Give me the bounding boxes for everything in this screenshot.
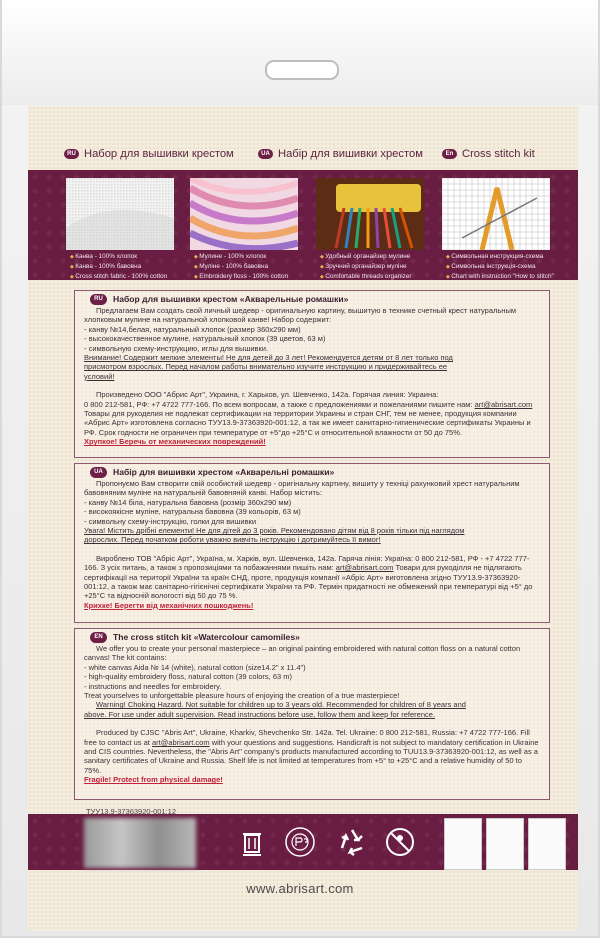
ru-warning: условий! bbox=[84, 371, 115, 381]
barcode-area bbox=[84, 818, 196, 868]
age-warning-icon bbox=[384, 826, 416, 858]
chart-scheme-image bbox=[442, 178, 550, 250]
en-item: - white canvas Aida № 14 (white), natural cotton (size14.2" x 11.4") bbox=[84, 662, 306, 672]
ua-warning: дорослих. Перед початком роботи уважно вивчіть інструкцію і дотримуйтесь її вимог! bbox=[84, 535, 381, 545]
ru-fragile: Хрупкое! Беречь от механических повреждений! bbox=[84, 437, 266, 447]
organizer-image bbox=[316, 178, 424, 250]
ua-fragile: Крихке! Берегти від механічних пошкоджень! bbox=[84, 600, 254, 610]
certificate-image-3 bbox=[528, 818, 566, 870]
ru-warning: присмотром взрослых. Перед началом работы внимательно изучите инструкцию и придерживайтесь ее bbox=[84, 362, 448, 372]
en-fragile: Fragile! Protect from physical damage! bbox=[84, 775, 223, 785]
pg-certification-icon bbox=[284, 826, 316, 858]
ru-warning: Внимание! Содержит мелкие элементы! Не для детей до 3 лет! Рекомендуется детям от 8 лет только под bbox=[84, 353, 453, 363]
certificate-image-1 bbox=[444, 818, 482, 870]
header-en-label: Cross stitch kit bbox=[462, 148, 535, 160]
en-item: - instructions and needles for embroidery. bbox=[84, 681, 222, 691]
ua-badge: UA bbox=[258, 149, 273, 159]
en-email-link[interactable]: art@abrisart.com bbox=[151, 737, 210, 747]
ua-item: - символьну схему-інструкцію, голки для вишивки bbox=[84, 516, 257, 526]
ua-email-link[interactable]: art@abrisart.com bbox=[335, 563, 394, 573]
certificate-image-2 bbox=[486, 818, 524, 870]
header-ru-label: Набор для вышивки крестом bbox=[84, 148, 234, 160]
ua-panel-badge: UA bbox=[90, 467, 107, 478]
en-text: We offer you to create your personal masterpiece – an original painting embroidered with natural cotton floss on a natural cotton canvas! The kit contains: - white canvas Aida № 14 (white), natural cotton (size14.2" x 11.4") - high-quality embroidery floss, natural cotton (39 colors, 63 m) - instructions and needles for embroidery. Treat yourselves to unforgettable pleasure hours of enjoying the creation of a true masterpiece! Warning! Choking Hazard. Not suitable for children up to 3 years old. Recommended for children of 8 years and above. For use under adult supervision. Read instructions before use, follow them and keep for reference. Produced by CJSC "Abris Art", Ukraine, Kharkiv, Shevchenko Str. 142a. Tel. Ukraine: 0 800 212-581, Russia: +7 4722 777-166. Fill free to contact us at art@abrisart.com with your questions and suggestions. Handicraft is not subject to mandatory certification in Ukraine and CIS countries. Nevertheless, the "Abris Art" company's products manufactured according to TUU13.9-37363920-001:12, as well as a sanitary certificates of Ukraine and Russia. Shelf life is not limited at temperatures from +5° to +25°C and a relative humidity of 50 to 75%. Fragile! Protect from physical damage! bbox=[84, 644, 539, 785]
ua-text: Пропонуємо Вам створити свій особистий шедевр - оригінальну картину, вишиту у техніці рахунковий хрест натуральним бавовняним муліне на натуральній бавовняній канві. Набор містить: - канву №14 біла, натуральна бавовна (розмір 360х290 мм) - високоякісне муліне, натуральна бавовна (39 кольорів, 63 м) - символьну схему-інструкцію, голки для вишивки Увага! Містить дрібні елементи! Не для дітей до 3 років. Рекомендовано дітям від 8 років тільки під наглядом дорослих. Перед початком роботи уважно вивчіть інструкцію і дотримуйтесь її вимог! Виробленo ТОВ "Абріс Арт", Україна, м. Харків, вул. Шевченка, 142а. Гаряча лінія: Україна: 0 800 212-581, РФ - +7 4722 777-166. З усіх питань, а також з пропозиціями та побажаннями пишіть нам: art@abrisart.com Товари для рукоділля не підлягають сертифікації на території України та країн СНД, проте, продукція компанії «Абріс Арт» виготовлена згідно ТУУ13.9-37363920-001:12, а також має санітарно-гігієнічні сертифікати України та РФ. Термін придатності не обмежений при температурі від +5° до +25°С та відносній вологості від 50 до 75 %. Крихке! Берегти від механічних пошкоджень! bbox=[84, 479, 540, 610]
header-ru bbox=[64, 146, 234, 162]
en-treat: Treat yourselves to unforgettable pleasure hours of enjoying the creation of a true masterpiece! bbox=[84, 691, 400, 701]
header-en bbox=[442, 146, 535, 162]
ua-intro: Пропонуємо Вам створити свій особистий шедевр - оригінальну картину, вишиту у техніці рахунковий хрест натуральним бавовняним муліне на натуральній бавовняній канві. Набор містить: bbox=[84, 479, 520, 498]
ru-item: - символьную схему-инструкцию, иглы для вышивки. bbox=[84, 343, 269, 353]
ua-item: - канву №14 біла, натуральна бавовна (розмір 360х290 мм) bbox=[84, 497, 292, 507]
header-ua bbox=[258, 146, 423, 162]
canvas-fabric-image bbox=[66, 178, 174, 250]
ru-intro: Предлагаем Вам создать свой личный шедевр - оригинальную картину, вышитую в технике счетный крест натуральным хлопковым мулине на натуральной хлопковой канве! Набор содержит: bbox=[84, 306, 516, 325]
feature-caption-3: ◆ Удобный органайзер мулине ◆ Зручний органайзер муліне ◆ Comfortable threads organizer bbox=[320, 252, 412, 282]
product-code: ТУУ13.9-37363920-001:12 bbox=[86, 807, 177, 816]
website-url[interactable]: www.abrisart.com bbox=[246, 881, 354, 896]
ru-badge: RU bbox=[64, 149, 79, 159]
en-panel-badge: EN bbox=[90, 632, 107, 643]
feature-caption-1: ◆ Канва - 100% хлопок ◆ Канва - 100% бавовна ◆ Cross stitch fabric - 100% cotton bbox=[70, 252, 167, 282]
hang-hole bbox=[265, 60, 339, 80]
feature-caption-4: ◆ Символьная инструкция-схема ◆ Символьна інструкція-схема ◆ Chart with instruction "How to stitch" bbox=[446, 252, 554, 282]
feature-caption-2: ◆ Мулине - 100% хлопок ◆ Муліне - 100% бавовна ◆ Embroidery floss - 100% cotton bbox=[194, 252, 288, 282]
en-title: The cross stitch kit «Watercolour camomiles» bbox=[113, 632, 300, 642]
en-intro: We offer you to create your personal masterpiece – an original painting embroidered with natural cotton floss on a natural cotton canvas! The kit contains: bbox=[84, 644, 521, 663]
en-warning: above. For use under adult supervision. Read instructions before use, follow them and keep for reference. bbox=[84, 709, 436, 719]
en-badge: En bbox=[442, 149, 457, 159]
ru-text: Предлагаем Вам создать свой личный шедевр - оригинальную картину, вышитую в технике счетный крест натуральным хлопковым мулине на натуральной хлопковой канве! Набор содержит: - канву №14,белая, натуральный хлопок (размер 360х290 мм) - высококачественное мулине, натуральный хлопок (39 цветов, 63 м) - символьную схему-инструкцию, иглы для вышивки. Внимание! Содержит мелкие элементы! Не для детей до 3 лет! Рекомендуется детям от 8 лет только под присмотром взрослых. Перед началом работы внимательно изучите инструкцию и придерживайтесь ее условий! Произведено ООО "Абрис Арт", Украина, г. Харьков, ул. Шевченко, 142а. Горячая линия: Украина: 0 800 212-581, РФ: +7 4722 777-166. По всем вопросам, а также с предложениями и пожеланиями пишите нам: art@abrisart.com Товары для рукоделия не подлежат сертификации на территории Украины и стран СНГ, тем не менее, продукция компании «Абрис Арт» изготовлена согласно ТУУ13.9-37363920-001:12, а так же имеет санитарно-гигиенические сертификаты Украины и РФ. Срок годности не ограничен при температуре от +5°до +25°С и относительной влажности от 50 до 75%. Хрупкое! Беречь от механических повреждений! bbox=[84, 306, 540, 447]
ru-item: - канву №14,белая, натуральный хлопок (размер 360х290 мм) bbox=[84, 324, 301, 334]
ua-title: Набір для вишивки хрестом «Акварельні ромашки» bbox=[113, 467, 335, 477]
trash-bin-icon bbox=[236, 826, 268, 858]
en-warning: Warning! Choking Hazard. Not suitable for children up to 3 years old. Recommended for children of 8 years and bbox=[96, 700, 466, 710]
ru-title: Набор для вышивки крестом «Акварельные ромашки» bbox=[113, 294, 349, 304]
en-item: - high-quality embroidery floss, natural cotton (39 colors, 63 m) bbox=[84, 672, 293, 682]
recycle-icon bbox=[336, 826, 368, 858]
ua-item: - високоякісне муліне, натуральна бавовна (39 кольорів, 63 м) bbox=[84, 507, 301, 517]
header-ua-label: Набір для вишивки хрестом bbox=[278, 148, 423, 160]
ru-item: - высококачественное мулине, натуральный хлопок (39 цветов, 63 м) bbox=[84, 334, 326, 344]
bag-header-strip bbox=[2, 0, 598, 105]
ua-warning: Увага! Містить дрібні елементи! Не для дітей до 3 років. Рекомендовано дітям від 8 років тільки під наглядом bbox=[84, 526, 465, 536]
ru-email-link[interactable]: art@abrisart.com bbox=[474, 399, 533, 409]
ru-producer: Произведено ООО "Абрис Арт", Украина, г. Харьков, ул. Шевченко, 142а. Горячая линия: Украина: bbox=[96, 390, 439, 400]
ru-panel-badge: RU bbox=[90, 294, 107, 305]
floss-threads-image bbox=[190, 178, 298, 250]
